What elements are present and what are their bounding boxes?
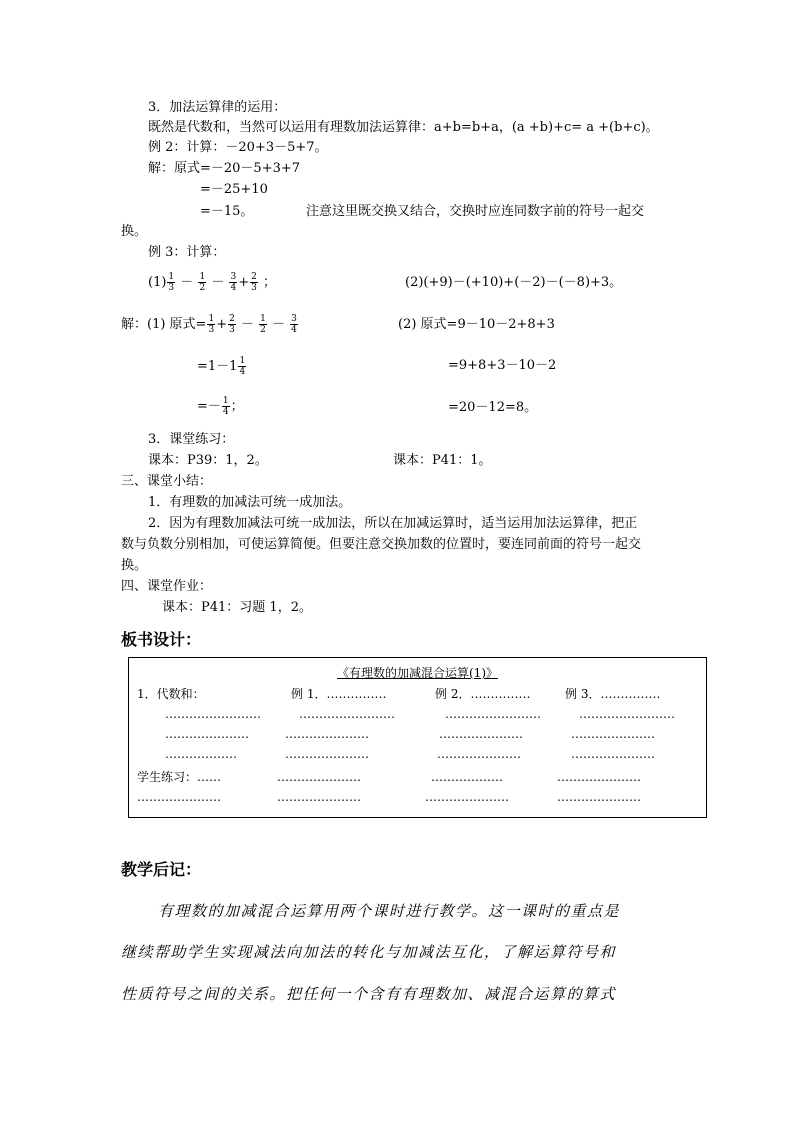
board-dots: ……………… (431, 770, 503, 784)
summary-point2-line2: 数与负数分别相加，可使运算简便。但要注意交换加数的位置时，要连同前面的符号一起交 (121, 537, 642, 552)
board-dots: ………………… (557, 790, 641, 804)
minus-sign: － (180, 275, 194, 290)
solution1-line3-lead: =－ (197, 399, 221, 414)
fraction: $\frac{3}{4}$ (230, 272, 237, 293)
fraction: $\frac{1}{4}$ (239, 356, 246, 377)
fraction: $\frac{1}{3}$ (208, 314, 215, 335)
summary-point1: 1．有理数的加减法可统一成加法。 (148, 495, 352, 510)
fraction: $\frac{2}{3}$ (229, 314, 235, 335)
board-dots: …………………… (445, 707, 541, 721)
example3-solution2-line3: =20－12=8。 (448, 400, 538, 415)
example3-solution2-line2: =9+8+3－10－2 (448, 358, 557, 373)
minus-sign: － (211, 275, 225, 290)
practice-item2: 课本：P41：1。 (393, 453, 492, 468)
example3-problem2: (2)(+9)－(+10)+(－2)－(－8)+3。 (405, 275, 623, 290)
example3-problem1 (148, 270, 276, 296)
fraction: $\frac{1}{3}$ (168, 272, 175, 293)
board-dots: …………………… (579, 707, 675, 721)
board-dots: ………………… (571, 727, 655, 741)
board-dots: ………………… (285, 747, 369, 761)
board-dots: ………………… (425, 790, 509, 804)
board-dots: ………………… (165, 727, 249, 741)
minus-sign: － (240, 317, 254, 332)
board-dots: ………………… (439, 727, 523, 741)
postscript-line2: 继续帮助学生实现减法向加法的转化与加减法互化，了解运算符号和 (121, 943, 617, 961)
example2-solution-line1: 解：原式=－20－5+3+7 (148, 161, 301, 176)
problem1-tail: ； (263, 275, 277, 290)
postscript-heading: 教学后记： (121, 860, 202, 879)
board-section-title: 板书设计： (121, 630, 202, 649)
problem1-label: (1) (148, 275, 167, 290)
solution1-line2-lead: =1－1 (197, 359, 238, 374)
homework-item: 课本：P41：习题 1，2。 (162, 600, 312, 615)
solution1-line3-tail: ； (230, 399, 244, 414)
board-title: 《有理数的加减混合运算(1)》 (337, 666, 498, 680)
example3-solution1-line2 (197, 354, 247, 380)
practice-item1: 课本：P39：1，2。 (148, 453, 268, 468)
homework-heading: 四、课堂作业： (121, 579, 213, 594)
board-col3-heading: 例 2．…………… (435, 687, 531, 701)
solution1-label: 解：(1) 原式= (121, 317, 207, 332)
fraction: $\frac{1}{2}$ (260, 314, 266, 335)
board-dots: …………………… (165, 707, 261, 721)
board-col1-heading: 1．代数和： (137, 687, 205, 701)
board-dots: ………………… (285, 727, 369, 741)
board-col2-heading: 例 1．…………… (291, 687, 387, 701)
plus-sign: + (238, 275, 250, 290)
board-practice-label: 学生练习：…… (137, 770, 222, 784)
board-dots: ……………… (165, 747, 237, 761)
example2-prompt: 例 2：计算：－20+3－5+7。 (148, 140, 328, 155)
board-dots: ………………… (557, 770, 641, 784)
board-dots: ………………… (277, 770, 361, 784)
summary-heading: 三、课堂小结： (121, 474, 213, 489)
example2-note: 注意这里既交换又结合，交换时应连同数字前的符号一起交 (306, 204, 645, 219)
summary-point2-line1: 2．因为有理数加减法可统一成加法，所以在加减运算时，适当运用加法运算律，把正 (148, 516, 638, 531)
example3-prompt: 例 3：计算： (148, 245, 226, 260)
example2-solution-line3: =－15。 (200, 204, 254, 219)
example3-solution2-line1: (2) 原式=9－10－2+8+3 (398, 317, 555, 332)
fraction: $\frac{1}{4}$ (222, 396, 229, 417)
board-dots: …………………… (299, 707, 395, 721)
postscript-line1: 有理数的加减混合运算用两个课时进行教学。这一课时的重点是 (158, 902, 621, 920)
example2-note-cont: 换。 (121, 224, 148, 239)
example3-solution1-line3 (197, 394, 244, 420)
board-design-box (128, 657, 707, 818)
example2-solution-line2: =－25+10 (200, 182, 268, 197)
board-dots: ………………… (437, 747, 521, 761)
summary-point2-line3: 换。 (121, 558, 148, 573)
section-heading: 3．加法运算律的运用： (148, 100, 287, 115)
fraction: $\frac{3}{4}$ (291, 314, 297, 335)
fraction: $\frac{1}{2}$ (199, 272, 206, 293)
board-dots: ………………… (137, 790, 221, 804)
minus-sign: － (272, 317, 286, 332)
postscript-line3: 性质符号之间的关系。把任何一个含有有理数加、减混合运算的算式 (121, 985, 617, 1003)
board-dots: ………………… (277, 790, 361, 804)
board-dots: ………………… (571, 747, 655, 761)
intro-text: 既然是代数和，当然可以运用有理数加法运算律：a+b=b+a，(a +b)+c= a +(b+c)。 (148, 120, 659, 135)
fraction: $\frac{2}{3}$ (251, 272, 257, 293)
plus-sign: + (216, 317, 228, 332)
practice-heading: 3．课堂练习： (148, 432, 235, 447)
board-col4-heading: 例 3．…………… (565, 687, 661, 701)
example3-solution1-line1 (121, 312, 299, 338)
